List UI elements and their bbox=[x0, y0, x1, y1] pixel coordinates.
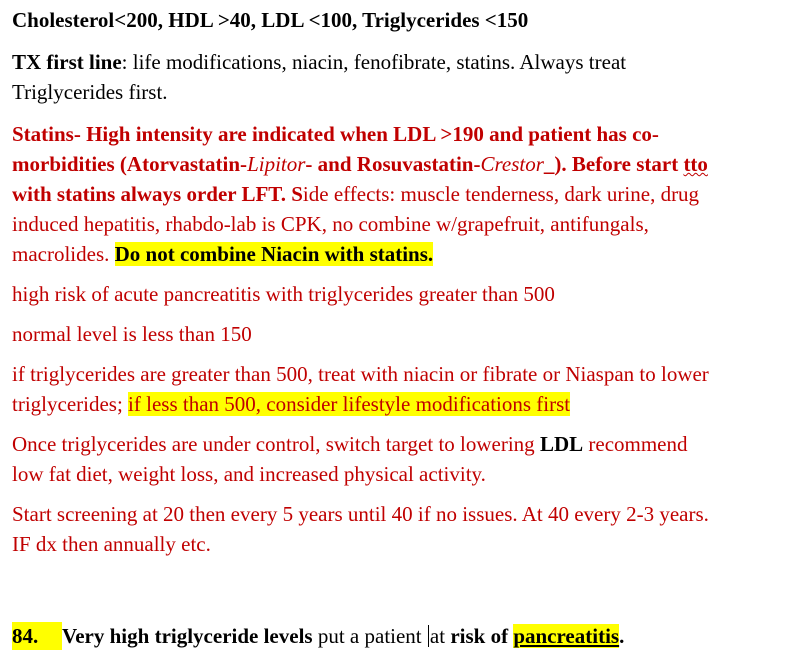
lipid-targets-text: Cholesterol<200, HDL >40, LDL <100, Triglycerides <150 bbox=[12, 8, 529, 32]
lipid-targets-heading bbox=[12, 6, 528, 34]
treatment-threshold-text-1: if triglycerides are greater than 500, treat with niacin or fibrate or Niaspan to lower bbox=[12, 362, 709, 386]
screening-text-1: Start screening at 20 then every 5 years until 40 if no issues. At 40 every 2-3 years. bbox=[12, 502, 709, 526]
lifestyle-first-highlight: if less than 500, consider lifestyle modifications first bbox=[128, 392, 571, 416]
treatment-threshold-text-2a: triglycerides; bbox=[12, 392, 129, 416]
question-number: 84. bbox=[12, 622, 62, 650]
ldl-target-text-1c: recommend bbox=[583, 432, 688, 456]
statins-paragraph-line3 bbox=[12, 180, 699, 208]
statins-line4-text: induced hepatitis, rhabdo-lab is CPK, no combine w/grapefruit, antifungals, bbox=[12, 212, 649, 236]
ldl-target-line1 bbox=[12, 430, 688, 458]
treatment-threshold-line2 bbox=[12, 390, 570, 418]
screening-line2 bbox=[12, 530, 211, 558]
lipitor-text: Lipitor bbox=[247, 152, 306, 176]
question-answer-highlight: pancreatitis bbox=[513, 624, 620, 648]
normal-level-note bbox=[12, 320, 252, 348]
treatment-first-line-label: TX first line bbox=[12, 50, 122, 74]
question-bold-subject: Very high triglyceride levels bbox=[62, 624, 313, 648]
normal-level-text: normal level is less than 150 bbox=[12, 322, 252, 346]
statins-line3-a: with statins always order LFT. S bbox=[12, 182, 303, 206]
niacin-warning-highlight: Do not combine Niacin with statins. bbox=[114, 242, 434, 266]
pancreatitis-risk-text: high risk of acute pancreatitis with triglycerides greater than 500 bbox=[12, 282, 555, 306]
spelling-error-tto: tto bbox=[683, 152, 708, 176]
treatment-first-line-line2 bbox=[12, 78, 168, 106]
crestor-text: Crestor bbox=[480, 152, 544, 176]
statins-line2-a: morbidities (Atorvastatin- bbox=[12, 152, 248, 176]
statins-line2-e: _). Before start bbox=[543, 152, 684, 176]
question-middle-text-2: at bbox=[429, 624, 451, 648]
question-bold-risk: risk of bbox=[450, 624, 514, 648]
question-end-period: . bbox=[619, 624, 625, 648]
statins-line1-text: Statins- High intensity are indicated when LDL >190 and patient has co- bbox=[12, 122, 659, 146]
treatment-first-line-text: : life modifications, niacin, fenofibrate, statins. Always treat bbox=[121, 50, 627, 74]
statins-paragraph-line5 bbox=[12, 240, 433, 268]
question-middle-text: put a patient bbox=[312, 624, 427, 648]
pancreatitis-risk-note bbox=[12, 280, 555, 308]
ldl-target-text-2: low fat diet, weight loss, and increased physical activity. bbox=[12, 462, 486, 486]
statins-paragraph-line4 bbox=[12, 210, 649, 238]
treatment-first-line-text-2: Triglycerides first. bbox=[12, 80, 168, 104]
statins-line5-a: macrolides. bbox=[12, 242, 115, 266]
text-cursor bbox=[428, 625, 429, 647]
treatment-threshold-line1 bbox=[12, 360, 709, 388]
screening-line1 bbox=[12, 500, 709, 528]
treatment-first-line-line1 bbox=[12, 48, 626, 76]
screening-text-2: IF dx then annually etc. bbox=[12, 532, 211, 556]
statins-paragraph-line1 bbox=[12, 120, 659, 148]
question-84 bbox=[12, 622, 624, 650]
ldl-bold-label: LDL bbox=[539, 432, 584, 456]
statins-line2-c: - and Rosuvastatin- bbox=[305, 152, 481, 176]
statins-paragraph-line2 bbox=[12, 150, 708, 178]
ldl-target-line2 bbox=[12, 460, 486, 488]
statins-line3-b: ide effects: muscle tenderness, dark urine, drug bbox=[302, 182, 700, 206]
ldl-target-text-1a: Once triglycerides are under control, switch target to lowering bbox=[12, 432, 540, 456]
